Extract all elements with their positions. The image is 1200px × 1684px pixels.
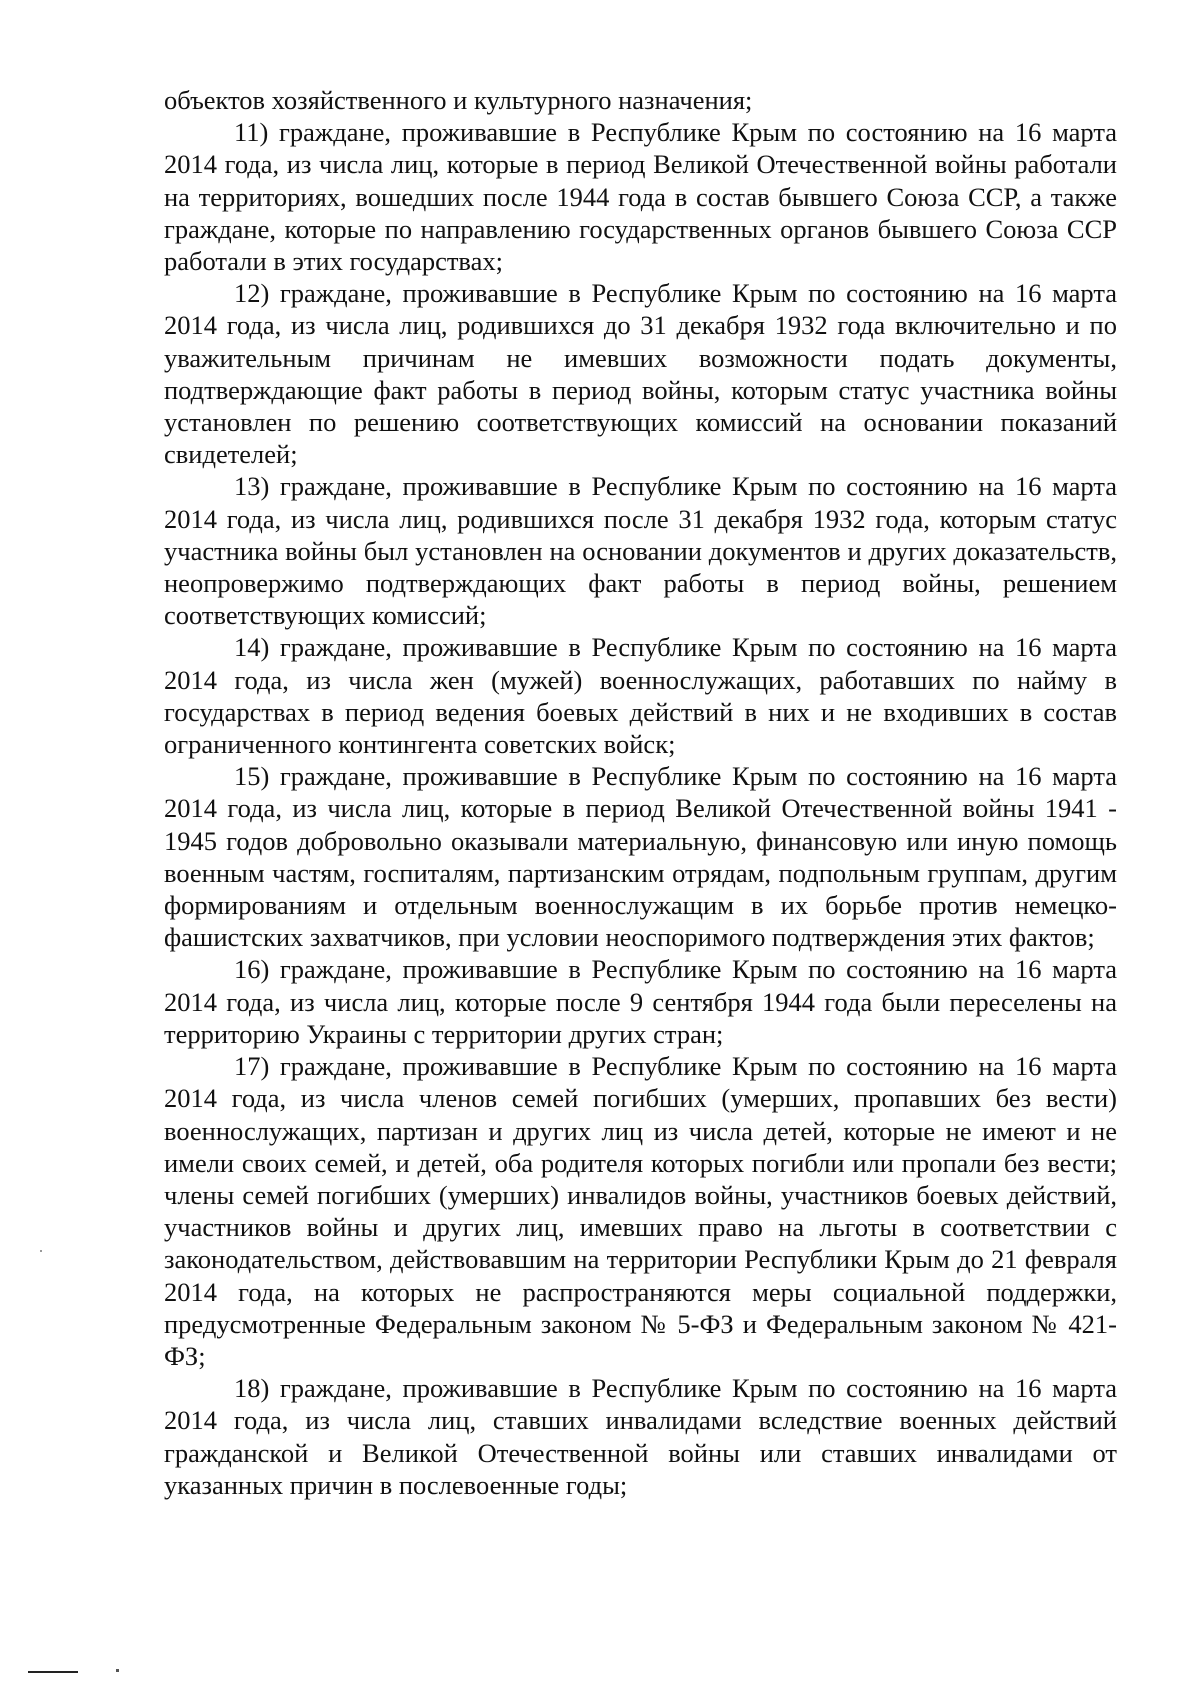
paragraph-item-11: 11) граждане, проживавшие в Республике Крым по состоянию на 16 марта 2014 года, из числа лиц, которые в период Великой Отечественной войны работали на территориях, вошедших после 1944 года в состав бывшего Союза ССР, а также граждане, которые по направлению государственных органов бывшего Союза ССР работали в этих государствах;	[164, 117, 1117, 277]
scan-speck-footer	[116, 1669, 119, 1672]
paragraph-item-12: 12) граждане, проживавшие в Республике Крым по состоянию на 16 марта 2014 года, из числа лиц, родившихся до 31 декабря 1932 года включительно и по уважительным причинам не имевших возможности подать документы, подтверждающие факт работы в период войны, которым статус участника войны установлен по решению соответствующих комиссий на основании показаний свидетелей;	[164, 278, 1117, 470]
paragraph-continuation: объектов хозяйственного и культурного назначения;	[164, 85, 753, 115]
paragraph-item-18: 18) граждане, проживавшие в Республике Крым по состоянию на 16 марта 2014 года, из числа лиц, ставших инвалидами вследствие военных действий гражданской и Великой Отечественной войны или ставших инвалидами от указанных причин в послевоенные годы;	[164, 1373, 1117, 1500]
document-body	[164, 84, 1117, 1501]
paragraph-item-16: 16) граждане, проживавшие в Республике Крым по состоянию на 16 марта 2014 года, из числа лиц, которые после 9 сентября 1944 года были переселены на территорию Украины с территории других стран;	[164, 954, 1117, 1049]
paragraph-item-15: 15) граждане, проживавшие в Республике Крым по состоянию на 16 марта 2014 года, из числа лиц, которые в период Великой Отечественной войны 1941 - 1945 годов добровольно оказывали материальную, финансовую или иную помощь военным частям, госпиталям, партизанским отрядам, подпольным группам, другим формированиям и отдельным военнослужащим в их борьбе против немецко-фашистских захватчиков, при условии неоспоримого подтверждения этих фактов;	[164, 761, 1117, 953]
paragraph-item-13: 13) граждане, проживавшие в Республике Крым по состоянию на 16 марта 2014 года, из числа лиц, родившихся после 31 декабря 1932 года, которым статус участника войны был установлен на основании документов и других доказательств, неопровержимо подтверждающих факт работы в период войны, решением соответствующих комиссий;	[164, 471, 1117, 631]
footer-rule	[28, 1671, 78, 1673]
paragraph-item-14: 14) граждане, проживавшие в Республике Крым по состоянию на 16 марта 2014 года, из числа жен (мужей) военнослужащих, работавших по найму в государствах в период ведения боевых действий в них и не входивших в состав ограниченного контингента советских войск;	[164, 632, 1117, 760]
paragraph-item-17: 17) граждане, проживавшие в Республике Крым по состоянию на 16 марта 2014 года, из числа членов семей погибших (умерших, пропавших без вести) военнослужащих, партизан и других лиц из числа детей, которые не имеют и не имели своих семей, и детей, оба родителя которых погибли или пропали без вести; члены семей погибших (умерших) инвалидов войны, участников боевых действий, участников войны и других лиц, имевших право на льготы в соответствии с законодательством, действовавшим на территории Республики Крым до 21 февраля 2014 года, на которых не распространяются меры социальной поддержки, предусмотренные Федеральным законом № 5-ФЗ и Федеральным законом № 421-ФЗ;	[164, 1051, 1117, 1371]
scan-speck	[40, 1250, 42, 1252]
